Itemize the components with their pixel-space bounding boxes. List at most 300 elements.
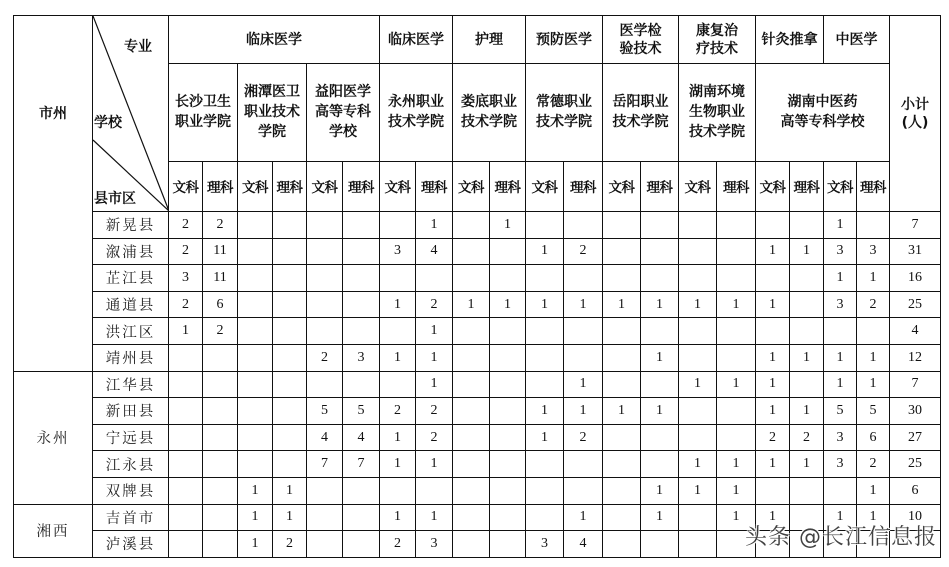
quota-cell [824, 238, 857, 265]
subtotal-cell [890, 265, 941, 292]
quota-value: 3 [430, 535, 438, 551]
subtotal-value: 10 [908, 509, 922, 525]
quota-cell [756, 291, 790, 318]
quota-cell [380, 212, 416, 239]
track-label: 理科 [646, 180, 673, 197]
county-cell [93, 531, 169, 558]
track-label: 文科 [684, 180, 711, 197]
quota-cell [453, 291, 490, 318]
quota-cell [790, 238, 824, 265]
quota-cell [641, 504, 679, 531]
quota-cell [717, 318, 756, 345]
school-header [169, 64, 238, 161]
quota-cell [453, 398, 490, 425]
quota-cell [416, 424, 453, 451]
quota-cell [790, 371, 824, 398]
quota-cell [641, 477, 679, 504]
quota-cell [169, 238, 203, 265]
quota-cell [307, 531, 343, 558]
county-cell [93, 212, 169, 239]
enrollment-plan-table [13, 15, 941, 558]
school-label-line: 常德职业 [536, 94, 592, 111]
quota-cell [380, 265, 416, 292]
subtotal-value: 30 [908, 402, 922, 418]
school-header [307, 64, 380, 161]
quota-cell [490, 398, 526, 425]
quota-cell [380, 344, 416, 371]
quota-cell [564, 344, 603, 371]
quota-cell [169, 344, 203, 371]
quota-value: 2 [321, 349, 328, 365]
quota-value: 1 [579, 376, 587, 392]
quota-cell [203, 477, 238, 504]
school-label-line: 职业学院 [175, 114, 231, 131]
quota-cell [343, 424, 380, 451]
quota-cell [307, 212, 343, 239]
track-header-arts [380, 161, 416, 211]
quota-cell [857, 265, 890, 292]
quota-value: 1 [504, 296, 511, 312]
quota-value: 2 [216, 323, 224, 339]
quota-cell [679, 291, 717, 318]
quota-cell [603, 424, 641, 451]
track-label: 文科 [531, 180, 558, 197]
city-header [14, 16, 93, 212]
subtotal-value: 7 [911, 376, 919, 392]
quota-value: 1 [836, 269, 844, 285]
quota-cell [564, 371, 603, 398]
quota-cell [526, 318, 564, 345]
quota-cell [203, 504, 238, 531]
quota-cell [824, 318, 857, 345]
quota-value: 2 [182, 296, 189, 312]
track-header-science [857, 161, 890, 211]
subtotal-unit: (人) [901, 114, 929, 131]
quota-value: 4 [357, 429, 365, 445]
quota-cell [824, 344, 857, 371]
table-row [14, 291, 941, 318]
quota-cell [641, 451, 679, 478]
watermark: 头条 @长江信息报 [745, 525, 937, 550]
school-label-line: 湘潭医卫 [244, 84, 300, 101]
quota-value: 1 [251, 482, 259, 498]
major-label-line2: 疗技术 [696, 40, 738, 57]
quota-cell [490, 424, 526, 451]
quota-value: 5 [357, 402, 365, 418]
school-label-line: 技术学院 [612, 114, 669, 131]
quota-value: 1 [769, 376, 776, 392]
school-label-line: 学校 [329, 124, 357, 141]
quota-value: 1 [182, 323, 189, 339]
subtotal-cell [890, 477, 941, 504]
quota-value: 1 [541, 402, 548, 418]
county-label: 宁远县 [105, 431, 156, 448]
quota-cell [203, 531, 238, 558]
quota-cell [203, 212, 238, 239]
quota-cell [790, 318, 824, 345]
quota-cell [343, 265, 380, 292]
quota-cell [603, 504, 641, 531]
diagonal-corner-header [93, 16, 169, 212]
track-header-arts [756, 161, 790, 211]
school-label-line: 生物职业 [689, 104, 745, 121]
quota-value: 6 [216, 296, 224, 312]
quota-value: 1 [394, 456, 401, 472]
table-row [14, 451, 941, 478]
quota-cell [169, 318, 203, 345]
county-label: 江华县 [105, 377, 156, 394]
table-row [14, 265, 941, 292]
quota-cell [490, 291, 526, 318]
track-header-science [641, 161, 679, 211]
quota-cell [717, 477, 756, 504]
track-header-science [717, 161, 756, 211]
quota-value: 5 [869, 402, 877, 418]
quota-value: 1 [541, 296, 548, 312]
subtotal-cell [890, 318, 941, 345]
quota-cell [790, 291, 824, 318]
quota-cell [717, 371, 756, 398]
track-header-science [790, 161, 824, 211]
quota-cell [453, 212, 490, 239]
school-header [526, 64, 603, 161]
quota-cell [169, 531, 203, 558]
quota-cell [416, 477, 453, 504]
quota-value: 4 [321, 429, 328, 445]
quota-value: 1 [579, 296, 587, 312]
quota-value: 1 [579, 402, 587, 418]
school-label-line: 职业技术 [244, 104, 300, 121]
quota-cell [526, 398, 564, 425]
major-label: 护理 [475, 31, 503, 48]
quota-cell [453, 318, 490, 345]
city-label: 湘西 [36, 524, 70, 541]
county-cell [93, 424, 169, 451]
quota-cell [416, 371, 453, 398]
quota-cell [453, 238, 490, 265]
quota-cell [756, 424, 790, 451]
subtotal-value: 7 [911, 216, 919, 232]
track-label: 文科 [384, 180, 411, 197]
county-cell [93, 371, 169, 398]
major-label-line1: 医学检 [619, 22, 662, 39]
quota-value: 1 [656, 296, 663, 312]
quota-cell [380, 371, 416, 398]
quota-cell [203, 291, 238, 318]
quota-value: 1 [869, 349, 877, 365]
quota-cell [756, 238, 790, 265]
quota-cell [564, 451, 603, 478]
quota-cell [526, 424, 564, 451]
quota-cell [343, 451, 380, 478]
quota-value: 1 [467, 296, 475, 312]
quota-cell [238, 344, 273, 371]
corner-county-label: 县市区 [94, 191, 136, 207]
quota-cell [307, 344, 343, 371]
quota-cell [453, 424, 490, 451]
quota-cell [679, 398, 717, 425]
quota-cell [307, 424, 343, 451]
school-label-line: 永州职业 [388, 94, 444, 111]
quota-cell [453, 451, 490, 478]
quota-cell [717, 344, 756, 371]
quota-cell [169, 371, 203, 398]
quota-cell [203, 371, 238, 398]
track-label: 文科 [458, 180, 484, 197]
quota-cell [756, 318, 790, 345]
quota-value: 1 [286, 509, 293, 525]
quota-cell [564, 477, 603, 504]
quota-cell [416, 318, 453, 345]
school-label-line: 湖南中医药 [787, 94, 858, 111]
quota-value: 2 [869, 296, 877, 312]
quota-cell [343, 238, 380, 265]
quota-cell [641, 212, 679, 239]
quota-value: 1 [504, 216, 511, 232]
school-header [756, 64, 890, 161]
quota-cell [380, 477, 416, 504]
quota-value: 2 [869, 456, 877, 472]
quota-cell [380, 318, 416, 345]
city-header-label: 市州 [39, 105, 67, 122]
subtotal-value: 25 [908, 296, 922, 312]
quota-cell [416, 398, 453, 425]
quota-cell [679, 344, 717, 371]
quota-cell [679, 477, 717, 504]
major-label: 预防医学 [536, 31, 592, 48]
quota-value: 1 [769, 349, 776, 365]
quota-cell [238, 371, 273, 398]
quota-cell [717, 265, 756, 292]
school-label-line: 技术学院 [536, 114, 592, 131]
quota-value: 4 [579, 535, 587, 551]
quota-cell [824, 424, 857, 451]
table-row [14, 424, 941, 451]
subtotal-cell [890, 238, 941, 265]
quota-value: 1 [732, 376, 740, 392]
quota-cell [169, 477, 203, 504]
quota-cell [756, 371, 790, 398]
quota-cell [824, 291, 857, 318]
quota-value: 1 [541, 243, 548, 259]
quota-cell [238, 212, 273, 239]
quota-value: 1 [769, 243, 776, 259]
quota-value: 3 [394, 243, 401, 259]
quota-value: 3 [541, 535, 548, 551]
quota-cell [526, 238, 564, 265]
quota-cell [453, 265, 490, 292]
quota-cell [603, 291, 641, 318]
quota-cell [307, 398, 343, 425]
quota-cell [238, 531, 273, 558]
quota-value: 3 [836, 456, 844, 472]
track-label: 理科 [348, 180, 374, 197]
quota-cell [343, 291, 380, 318]
track-label: 理科 [793, 180, 820, 197]
major-header [756, 16, 824, 64]
table-row [14, 344, 941, 371]
quota-cell [307, 371, 343, 398]
quota-cell [641, 371, 679, 398]
quota-value: 1 [579, 509, 587, 525]
quota-value: 2 [216, 216, 224, 232]
quota-cell [603, 212, 641, 239]
track-header-arts [603, 161, 641, 211]
school-label-line: 益阳医学 [315, 84, 371, 101]
quota-value: 1 [430, 349, 438, 365]
quota-cell [273, 238, 307, 265]
quota-cell [717, 424, 756, 451]
quota-cell [824, 212, 857, 239]
school-label-line: 技术学院 [388, 114, 444, 131]
quota-cell [641, 238, 679, 265]
track-label: 文科 [242, 180, 268, 197]
quota-cell [564, 212, 603, 239]
quota-cell [857, 238, 890, 265]
quota-cell [416, 531, 453, 558]
quota-value: 1 [732, 509, 740, 525]
track-header-arts [238, 161, 273, 211]
subtotal-cell [890, 398, 941, 425]
quota-cell [238, 265, 273, 292]
quota-cell [169, 424, 203, 451]
table-row [14, 238, 941, 265]
quota-cell [679, 265, 717, 292]
quota-cell [307, 238, 343, 265]
quota-value: 1 [430, 456, 438, 472]
county-cell [93, 291, 169, 318]
track-header-arts [526, 161, 564, 211]
quota-cell [490, 265, 526, 292]
quota-cell [790, 344, 824, 371]
quota-cell [824, 371, 857, 398]
quota-cell [490, 212, 526, 239]
quota-cell [203, 238, 238, 265]
track-header-arts [453, 161, 490, 211]
track-header-science [416, 161, 453, 211]
county-cell [93, 238, 169, 265]
quota-cell [526, 344, 564, 371]
quota-value: 1 [694, 296, 701, 312]
quota-value: 1 [394, 429, 401, 445]
county-cell [93, 398, 169, 425]
quota-value: 1 [869, 269, 877, 285]
quota-cell [790, 451, 824, 478]
school-label-line: 长沙卫生 [175, 94, 231, 111]
quota-value: 1 [656, 509, 663, 525]
quota-cell [756, 344, 790, 371]
county-cell [93, 451, 169, 478]
track-label: 文科 [827, 180, 853, 197]
quota-value: 1 [869, 376, 877, 392]
quota-cell [273, 424, 307, 451]
quota-cell [307, 265, 343, 292]
quota-value: 1 [656, 402, 663, 418]
quota-value: 1 [732, 296, 740, 312]
quota-value: 1 [656, 349, 663, 365]
subtotal-label: 小计 [901, 96, 929, 113]
quota-cell [343, 371, 380, 398]
quota-cell [857, 477, 890, 504]
subtotal-cell [890, 344, 941, 371]
table-row [14, 371, 941, 398]
quota-cell [273, 291, 307, 318]
quota-value: 1 [394, 349, 401, 365]
quota-cell [490, 451, 526, 478]
track-label: 文科 [608, 180, 635, 197]
major-label: 针灸推拿 [761, 31, 818, 48]
quota-value: 1 [836, 376, 844, 392]
quota-cell [564, 238, 603, 265]
table-row [14, 212, 941, 239]
school-label-line: 技术学院 [689, 124, 745, 141]
county-label: 洪江区 [105, 324, 156, 341]
quota-value: 2 [430, 402, 438, 418]
quota-cell [564, 291, 603, 318]
quota-cell [679, 212, 717, 239]
quota-cell [238, 504, 273, 531]
school-header [238, 64, 307, 161]
quota-cell [603, 318, 641, 345]
quota-cell [380, 451, 416, 478]
track-label: 理科 [276, 180, 303, 197]
quota-cell [273, 371, 307, 398]
quota-cell [641, 265, 679, 292]
quota-cell [380, 398, 416, 425]
quota-value: 1 [769, 456, 776, 472]
quota-cell [756, 212, 790, 239]
quota-cell [490, 318, 526, 345]
quota-cell [679, 531, 717, 558]
quota-value: 11 [213, 243, 227, 259]
quota-value: 1 [803, 349, 810, 365]
quota-value: 2 [394, 535, 401, 551]
quota-cell [203, 451, 238, 478]
quota-value: 1 [803, 243, 810, 259]
quota-cell [526, 477, 564, 504]
quota-cell [238, 318, 273, 345]
quota-cell [790, 477, 824, 504]
subtotal-cell [890, 451, 941, 478]
quota-cell [203, 318, 238, 345]
county-label: 双牌县 [105, 484, 156, 501]
county-label: 新晃县 [105, 218, 156, 235]
quota-value: 1 [803, 456, 810, 472]
quota-value: 2 [394, 402, 401, 418]
quota-cell [790, 265, 824, 292]
quota-value: 5 [836, 402, 844, 418]
quota-value: 3 [357, 349, 365, 365]
track-label: 文科 [759, 180, 786, 197]
major-header [453, 16, 526, 64]
quota-cell [564, 318, 603, 345]
school-header [453, 64, 526, 161]
quota-cell [343, 212, 380, 239]
table-row [14, 477, 941, 504]
city-label: 永州 [36, 431, 70, 448]
subtotal-cell [890, 291, 941, 318]
quota-value: 2 [579, 243, 587, 259]
quota-cell [857, 451, 890, 478]
major-label: 临床医学 [246, 31, 302, 48]
quota-cell [380, 504, 416, 531]
quota-cell [603, 265, 641, 292]
quota-cell [238, 398, 273, 425]
quota-cell [380, 424, 416, 451]
quota-value: 5 [321, 402, 328, 418]
quota-cell [679, 371, 717, 398]
quota-value: 1 [430, 323, 438, 339]
